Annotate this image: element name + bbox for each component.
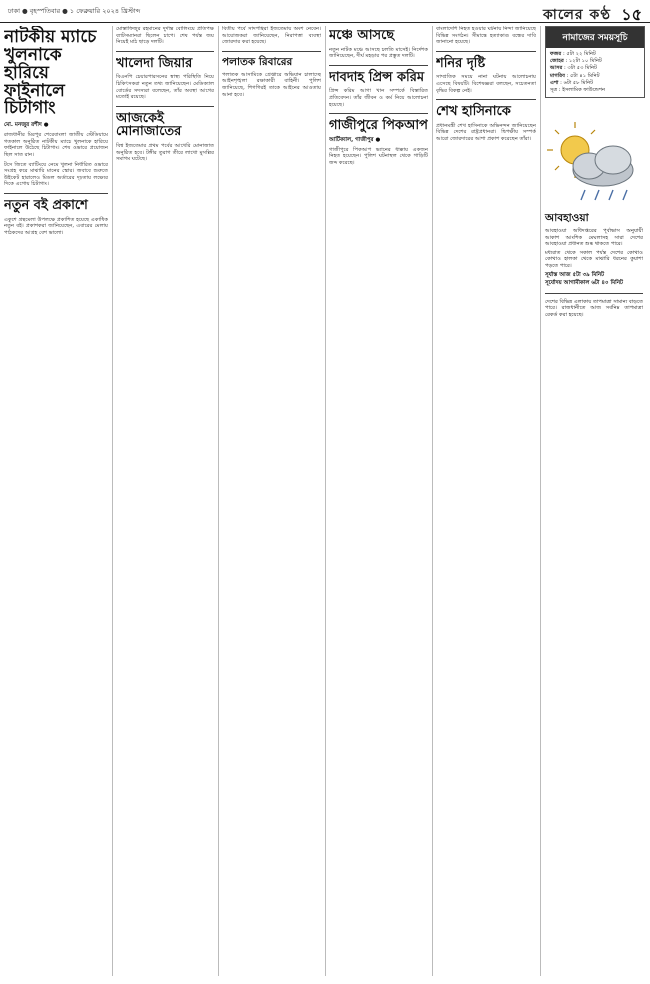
article-paragraph: প্রধানমন্ত্রী শেখ হাসিনাকে অভিনন্দন জানিয়েছেন বিভিন্ন দেশের রাষ্ট্রপ্রধানরা। দ্বিপক্ষীয় সম্পর্ক আরো জোরদারের আশা প্রকাশ করেছেন তাঁরা। (436, 122, 536, 143)
prayer-time-item: আসর : ৩টা ৫৩ মিনিট (550, 65, 597, 72)
prayer-source: সূত্র : ইসলামিক ফাউন্ডেশন (550, 87, 606, 94)
column-1 (4, 26, 108, 981)
prayer-time: ৬টা ৫৮ মিনিট (563, 79, 594, 86)
prayer-name: এশা (550, 79, 559, 86)
prayer-times-box (545, 26, 645, 98)
prayer-time: ১২টা ১০ মিনিট (568, 58, 602, 65)
section-rule (222, 51, 321, 52)
prayer-name: আসর (550, 65, 563, 72)
column-4 (329, 26, 428, 981)
section-rule (329, 65, 428, 66)
article-paragraph: বিশ্ব ইজতেমার প্রথম পর্বের আখেরি মোনাজাত অনুষ্ঠিত হবে। টঙ্গীর তুরাগ তীরে লাখো মুসল্লির সমাগম ঘটেছে। (116, 143, 214, 163)
article-paragraph: নতুন নাটক মঞ্চে আসছে চলতি মাসেই। নির্দেশক জানিয়েছেন, দীর্ঘ মহড়ার পর প্রস্তুত দলটি। (329, 46, 428, 60)
prayer-time: ৫টা ৪১ মিনিট (570, 72, 600, 79)
article-byline: আর্টিক্যাল, গাজীপুর ● (329, 136, 381, 143)
prayer-name: মাগরিব (550, 72, 566, 79)
sunrise-time: সূর্যোদয় আগামীকাল ৬টা ৪০ মিনিট (545, 279, 623, 286)
article-paragraph: মোস্তাফিজুর রহমানের দুর্দান্ত বোলিংয়ে প্রতিপক্ষ ব্যাটসম্যানরা ছিলেন চাপে। শেষ পর্যন্ত জয় নিয়েই মাঠ ছাড়ে দলটি। (116, 26, 214, 46)
lead-paragraph: রাজধানীর মিরপুর শেরেবাংলা জাতীয় স্টেডিয়ামে গতকাল অনুষ্ঠিত নাটকীয় ম্যাচে খুলনাকে হারিয়ে ফাইনালে উঠেছে চিটাগাং। শেষ ওভারে প্রয়োজন ছিল সাত রান। (4, 132, 108, 158)
article-headline: গাজীপুরে পিকআপ (329, 118, 428, 134)
column-divider (112, 26, 113, 976)
article-headline: শনির দৃষ্টি (436, 55, 486, 71)
article-paragraph: সাম্প্রতিক সময়ে নানা ঘটনায় আলোচনায় এসেছে বিষয়টি। বিশেষজ্ঞরা বলছেন, সচেতনতা বৃদ্ধির বিকল্প নেই। (436, 74, 536, 94)
prayer-time-item: এশা : ৬টা ৫৮ মিনিট (550, 79, 594, 86)
article-paragraph: দেশের বিভিন্ন এলাকায় তাপমাত্রা সামান্য বাড়তে পারে। রাজধানীতে আজ সর্বনিম্ন তাপমাত্রা রেকর্ড করা হয়েছে। (545, 298, 643, 318)
section-rule (329, 113, 428, 114)
prayer-time: ৫টা ২২ মিনিট (566, 51, 596, 57)
masthead (0, 0, 650, 23)
newspaper-brand: কালের কণ্ঠ (543, 7, 611, 23)
prayer-time-item: জোহর : ১২টা ১০ মিনিট (550, 58, 602, 65)
column-2 (116, 26, 214, 981)
column-3 (222, 26, 321, 981)
article-headline: আজকেই মোনাজাতের (116, 110, 182, 140)
section-rule (436, 51, 536, 52)
article-paragraph: বাংলাদেশি নিহত হওয়ার ঘটনায় নিন্দা জানিয়েছে বিভিন্ন সংগঠন। সীমান্তে হত্যাকাণ্ড বন্ধের দাবি জানানো হয়েছে। (436, 26, 536, 46)
prayer-time-item: মাগরিব : ৫টা ৪১ মিনিট (550, 72, 600, 79)
section-rule (4, 193, 108, 194)
column-5 (436, 26, 536, 981)
weather-paragraph: মধ্যরাত থেকে সকাল পর্যন্ত দেশের কোথাও কোথাও হালকা থেকে মাঝারি ধরনের কুয়াশা পড়তে পারে। (545, 249, 643, 269)
column-divider (432, 26, 433, 976)
lead-paragraph: টসে জিতে ব্যাটিংয়ে নেমে খুলনা নির্ধারিত ওভারে সংগ্রহ করে মাঝারি মানের স্কোর। জবাবে শুরুতে উইকেট হারালেও মিডল অর্ডারের দৃঢ়তায় লক্ষ্যের দিকে এগোয় চিটাগাং। (4, 161, 108, 188)
article-paragraph: গাজীপুরে পিকআপ ভ্যানের ধাক্কায় একজন নিহত হয়েছেন। পুলিশ ঘটনাস্থল থেকে গাড়িটি জব্দ করেছে। (329, 146, 428, 167)
article-paragraph: একুশে গ্রন্থমেলা উপলক্ষে প্রকাশিত হয়েছে একাধিক নতুন বই। প্রকাশকরা জানিয়েছেন, এবারের মেলায় পাঠকদের আগ্রহ বেশ ভালো। (4, 216, 108, 236)
prayer-times-list (546, 48, 644, 97)
weather-box (545, 210, 643, 320)
article-paragraph: বিতীয় পর্বে সাদপন্থিরা ইজতেমায় অংশ নেবেন। আয়োজকরা জানিয়েছেন, নিরাপত্তা ব্যবস্থা জোরদার করা হয়েছে। (222, 26, 321, 46)
article-headline: মঞ্চে আসছে (329, 28, 395, 43)
prayer-name: জোহর (550, 58, 564, 65)
sunset-time: সূর্যাস্ত আজ ৫টা ৩৯ মিনিট (545, 271, 605, 278)
article-headline: নতুন বই প্রকাশে (4, 197, 88, 213)
page-number: ১৫ (621, 5, 642, 24)
article-headline: পলাতক রিবারের (222, 55, 293, 68)
prayer-name: ফজর (550, 51, 562, 57)
prayer-times-title: নামাজের সময়সূচি (546, 27, 644, 48)
weather-title: আবহাওয়া (545, 212, 589, 224)
section-rule (116, 106, 214, 107)
section-rule (436, 99, 536, 100)
column-divider (540, 26, 541, 976)
prayer-time: ৩টা ৫৩ মিনিট (567, 65, 597, 72)
column-divider (325, 26, 326, 976)
weather-paragraph: আবহাওয়া অধিদপ্তরের পূর্বাভাস অনুযায়ী আকাশ আংশিক মেঘলাসহ সারা দেশের আবহাওয়া প্রধানত শুষ্ক থাকতে পারে। (545, 228, 643, 248)
article-paragraph: প্রিন্স করিম আগা খান সম্পর্কে বিস্তারিত প্রতিবেদন। তাঁর জীবন ও কর্ম নিয়ে আলোচনা হয়েছে। (329, 88, 428, 108)
section-rule (116, 51, 214, 52)
article-headline: দাবদাহ প্রিন্স করিম (329, 69, 425, 85)
article-paragraph: পলাতক আসামিকে গ্রেপ্তারে অভিযান চালাচ্ছে আইনশৃঙ্খলা রক্ষাকারী বাহিনী। পুলিশ জানিয়েছে, শিগগিরই তাকে আইনের আওতায় আনা হবে। (222, 71, 321, 98)
weather-cloud-icon (545, 118, 643, 208)
article-headline: খালেদা জিয়ার (116, 55, 193, 71)
section-rule (545, 293, 643, 294)
lead-headline: নাটকীয় ম্যাচে খুলনাকে হারিয়ে ফাইনালে চিটাগাং (4, 27, 97, 119)
article-headline: শেখ হাসিনাকে (436, 104, 511, 120)
lead-byline: মো. মনজুর রশীদ ● (4, 122, 49, 129)
column-divider (218, 26, 219, 976)
prayer-time-item: ফজর : ৫টা ২২ মিনিট (550, 51, 596, 57)
article-paragraph: বিএনপি চেয়ারপারসনের স্বাস্থ্য পরিস্থিতি নিয়ে চিকিৎসকরা নতুন তথ্য জানিয়েছেন। মেডিক্যাল বোর্ডের সদস্যরা বলেছেন, তাঁর অবস্থা আগের মতোই রয়েছে। (116, 74, 214, 101)
dateline: ঢাকা ● বৃহস্পতিবার ● ১ ফেব্রুয়ারি ২০২৪ খ্রিস্টাব্দ (8, 7, 141, 15)
